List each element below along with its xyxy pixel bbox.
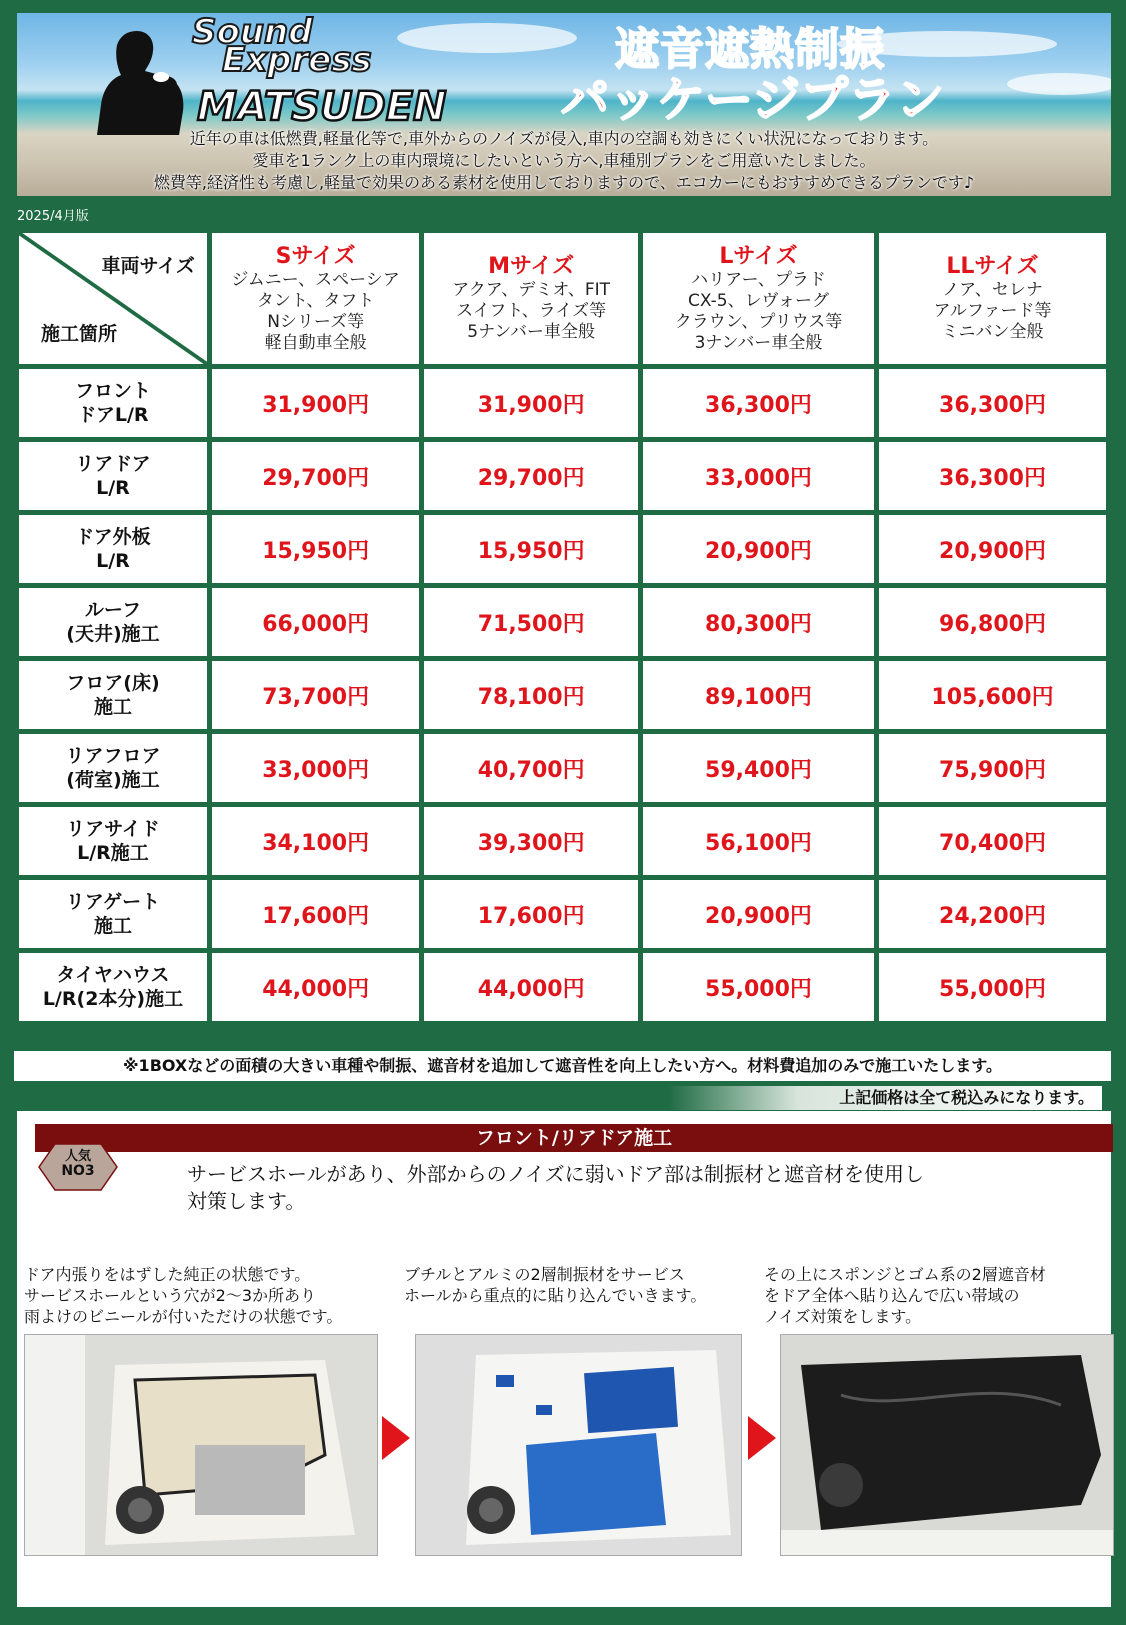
size-desc-line: ハリアー、プラド [691,269,826,290]
logo-matsuden: MATSUDEN [197,84,447,130]
size-desc-line: ジムニー、スペーシア [231,269,400,290]
table-corner-cell [19,233,207,364]
material-note: ※1BOXなどの面積の大きい車種や制振、遮音材を追加して遮音性を向上したい方へ。材料費追加のみで施工いたします。 [14,1051,1111,1081]
price-table-body [19,369,1106,1021]
price-cell: 29,700円 [212,442,419,510]
door-photo-insulation [780,1334,1114,1556]
row-label-line: リアドア [75,453,151,475]
price-cell: 29,700円 [424,442,638,510]
header-banner [17,13,1111,196]
step1-caption [24,1264,384,1327]
table-header-row [19,233,1106,364]
row-label [19,880,207,948]
popularity-badge [35,1141,121,1193]
table-row [19,588,1106,656]
lead-line: サービスホールがあり、外部からのノイズに弱いドア部は制振材と遮音材を使用し [187,1162,924,1186]
price-cell: 59,400円 [643,734,874,802]
size-name: LLサイズ [946,254,1039,279]
size-header-ll [879,233,1106,364]
caption-line: サービスホールという穴が2～3か所あり [24,1286,317,1305]
row-label-line: リアゲート [65,891,161,913]
price-cell: 15,950円 [212,515,419,583]
table-row [19,807,1106,875]
size-desc-line: 3ナンバー車全般 [694,332,823,353]
page-title-line2: パッケージプラン [561,72,945,128]
price-cell: 20,900円 [643,515,874,583]
caption-line: 雨よけのビニールが付いただけの状態です。 [24,1307,343,1326]
size-name: Lサイズ [719,243,798,269]
page-title-line1: 遮音遮熱制振 [615,24,885,75]
row-label-line: L/R(2本分)施工 [42,988,184,1010]
row-label-line: ルーフ [84,599,141,621]
row-label-line: L/R施工 [77,842,149,864]
table-row [19,515,1106,583]
caption-line: ホールから重点的に貼り込んでいきます。 [404,1286,707,1305]
price-cell: 96,800円 [879,588,1106,656]
price-cell: 36,300円 [879,442,1106,510]
row-label-line: (荷室)施工 [66,769,160,791]
size-desc-line: タント、タフト [256,290,375,311]
badge-rank: NO3 [61,1163,95,1179]
table-row [19,880,1106,948]
price-cell: 31,900円 [212,369,419,437]
row-label [19,953,207,1021]
step-arrow-icon [748,1416,776,1460]
row-label [19,661,207,729]
row-label-line: フロント [74,380,151,402]
size-desc-line: アルファード等 [933,301,1052,321]
price-cell: 73,700円 [212,661,419,729]
price-cell: 80,300円 [643,588,874,656]
step2-caption [404,1264,754,1306]
lead-line: 対策します。 [187,1189,306,1213]
size-desc-line: ノア、セレナ [942,280,1043,300]
price-cell: 70,400円 [879,807,1106,875]
row-label-line: L/R [96,550,130,572]
caption-line: をドア全体へ貼り込んで広い帯域の [764,1286,1020,1305]
table-row [19,442,1106,510]
price-cell: 55,000円 [643,953,874,1021]
table-row [19,734,1106,802]
size-header-l [643,233,874,364]
row-label [19,588,207,656]
caption-line: ブチルとアルミの2層制振材をサービス [404,1265,685,1284]
intro-line: 愛車を1ランク上の車内環境にしたいという方へ,車種別プランをご用意いたしました。 [252,151,876,170]
row-label-line: ドアL/R [77,404,149,426]
size-header-m [424,233,638,364]
price-cell: 36,300円 [879,369,1106,437]
edition-label: 2025/4月版 [17,209,89,224]
row-label-line: 施工 [93,696,132,718]
price-cell: 40,700円 [424,734,638,802]
row-label [19,734,207,802]
row-label-line: リアフロア [65,745,161,767]
section-title-bar: フロント/リアドア施工 [35,1124,1113,1152]
price-cell: 78,100円 [424,661,638,729]
corner-label-vehicle-size: 車両サイズ [101,255,195,277]
size-desc-line: 軽自動車全般 [264,332,367,353]
price-cell: 17,600円 [424,880,638,948]
price-cell: 39,300円 [424,807,638,875]
table-row [19,953,1106,1021]
price-cell: 36,300円 [643,369,874,437]
row-label [19,515,207,583]
size-desc-line: クラウン、プリウス等 [674,311,843,332]
size-header-s [212,233,419,364]
price-cell: 89,100円 [643,661,874,729]
intro-line: 近年の車は低燃費,軽量化等で,車外からのノイズが侵入,車内の空調も効きにくい状況になっております。 [189,129,939,148]
price-cell: 17,600円 [212,880,419,948]
badge-label: 人気 [64,1149,91,1164]
intro-line: 燃費等,経済性も考慮し,軽量で効果のある素材を使用しておりますので、エコカーにもおすすめできるプランです♪ [153,173,975,192]
row-label-line: フロア(床) [66,672,160,694]
logo-sound: Sound [192,13,313,52]
price-cell: 44,000円 [424,953,638,1021]
price-cell: 33,000円 [212,734,419,802]
door-photo-damping [415,1334,742,1556]
caption-line: ノイズ対策をします。 [764,1307,922,1326]
tax-note: 上記価格は全て税込みになります。 [17,1086,1102,1110]
section-lead-text [187,1161,1047,1215]
row-label-line: (天井)施工 [66,623,160,645]
row-label-line: ドア外板 [75,526,151,548]
price-cell: 15,950円 [424,515,638,583]
size-desc-line: 5ナンバー車全般 [467,322,596,342]
price-cell: 44,000円 [212,953,419,1021]
price-cell: 66,000円 [212,588,419,656]
price-cell: 75,900円 [879,734,1106,802]
price-table [14,228,1111,1026]
logo-express: Express [222,40,372,80]
price-cell: 20,900円 [879,515,1106,583]
price-cell: 71,500円 [424,588,638,656]
price-cell: 105,600円 [879,661,1106,729]
step3-caption [764,1264,1104,1327]
price-cell: 34,100円 [212,807,419,875]
door-photo-original [24,1334,378,1556]
size-desc-line: Nシリーズ等 [267,311,365,332]
table-row [19,369,1106,437]
caption-line: ドア内張りをはずした純正の状態です。 [24,1265,311,1284]
row-label-line: リアサイド [66,818,160,840]
row-label-line: L/R [96,477,130,499]
intro-text [17,128,1111,194]
row-label-line: タイヤハウス [56,964,170,986]
row-label-line: 施工 [93,915,132,937]
size-name: Mサイズ [488,254,575,279]
step-arrow-icon [382,1416,410,1460]
price-cell: 33,000円 [643,442,874,510]
size-desc-line: ミニバン全般 [941,322,1044,342]
price-cell: 31,900円 [424,369,638,437]
row-label [19,369,207,437]
price-cell: 55,000円 [879,953,1106,1021]
size-desc-line: アクア、デミオ、FIT [452,280,611,300]
row-label [19,442,207,510]
price-cell: 24,200円 [879,880,1106,948]
door-section-panel [17,1111,1111,1607]
corner-label-location: 施工箇所 [41,323,118,345]
table-row [19,661,1106,729]
price-cell: 20,900円 [643,880,874,948]
mascot-silhouette-icon [87,25,197,135]
size-name: Sサイズ [275,243,356,269]
price-cell: 56,100円 [643,807,874,875]
row-label [19,807,207,875]
caption-line: その上にスポンジとゴム系の2層遮音材 [764,1265,1046,1284]
size-desc-line: スイフト、ライズ等 [456,301,607,321]
size-desc-line: CX-5、レヴォーグ [688,290,829,311]
